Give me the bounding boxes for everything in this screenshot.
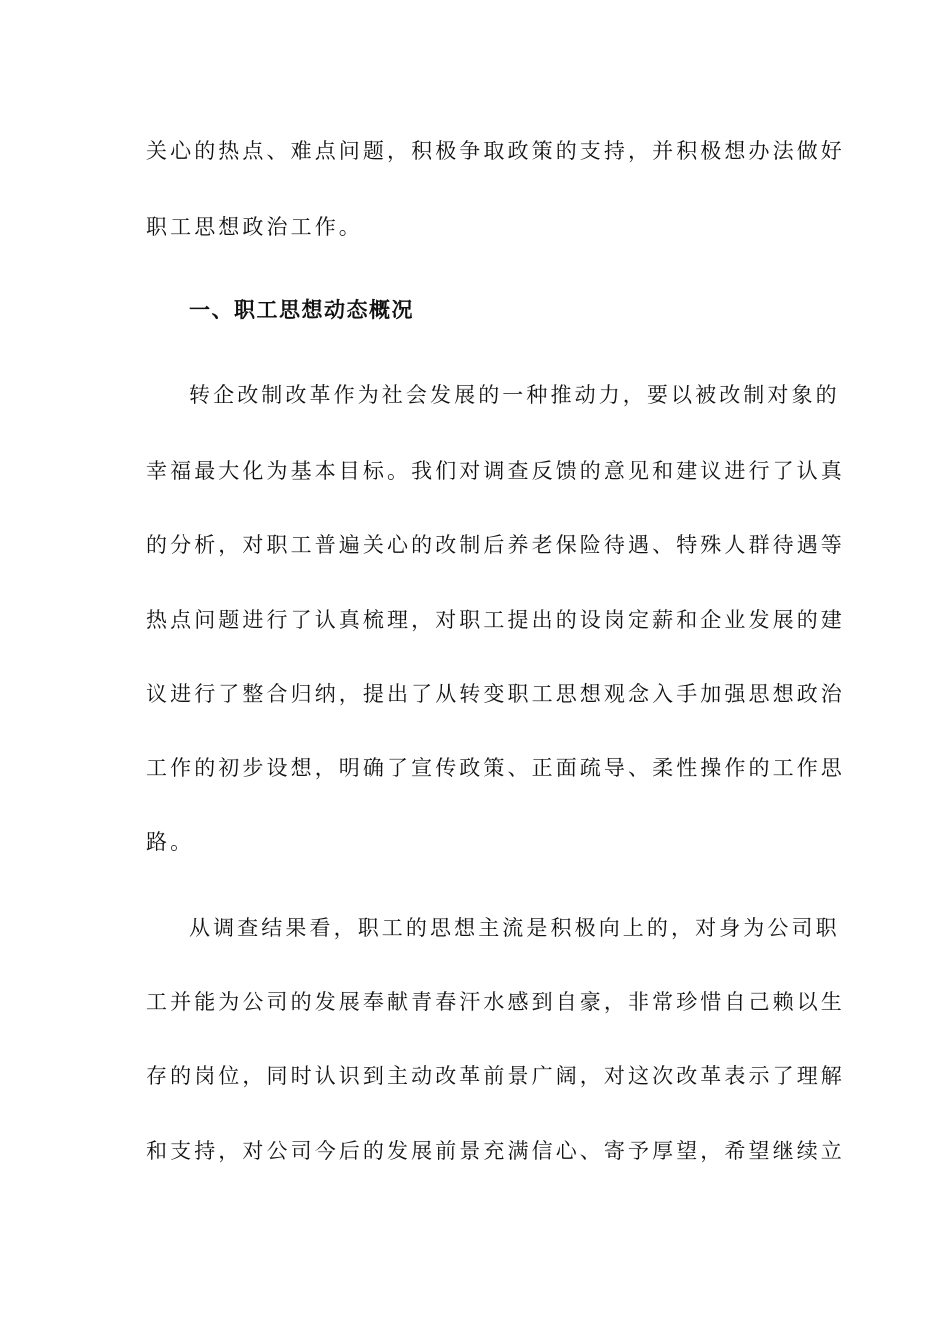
paragraph1-line-2: 幸福最大化为基本目标。我们对调查反馈的意见和建议进行了认真 xyxy=(146,459,845,483)
paragraph1-line-6: 工作的初步设想，明确了宣传政策、正面疏导、柔性操作的工作思 xyxy=(146,756,845,780)
paragraph2-line-1: 从调查结果看，职工的思想主流是积极向上的，对身为公司职 xyxy=(189,916,840,940)
paragraph2-line-4: 和支持，对公司今后的发展前景充满信心、寄予厚望，希望继续立 xyxy=(146,1139,845,1163)
paragraph2-line-3: 存的岗位，同时认识到主动改革前景广阔，对这次改革表示了理解 xyxy=(146,1064,845,1088)
paragraph1-line-7: 路。 xyxy=(146,830,195,854)
paragraph1-line-5: 议进行了整合归纳，提出了从转变职工思想观念入手加强思想政治 xyxy=(146,682,845,706)
paragraph2-line-2: 工并能为公司的发展奉献青春汗水感到自豪，非常珍惜自己赖以生 xyxy=(146,990,845,1014)
section-heading: 一、职工思想动态概况 xyxy=(189,297,414,322)
paragraph1-line-4: 热点问题进行了认真梳理，对职工提出的设岗定薪和企业发展的建 xyxy=(146,608,845,632)
paragraph1-line-1: 转企改制改革作为社会发展的一种推动力，要以被改制对象的 xyxy=(189,383,840,407)
paragraph1-line-3: 的分析，对职工普遍关心的改制后养老保险待遇、特殊人群待遇等 xyxy=(146,533,845,557)
intro-line-1: 关心的热点、难点问题，积极争取政策的支持，并积极想办法做好 xyxy=(146,139,845,163)
intro-line-2: 职工思想政治工作。 xyxy=(146,215,363,239)
